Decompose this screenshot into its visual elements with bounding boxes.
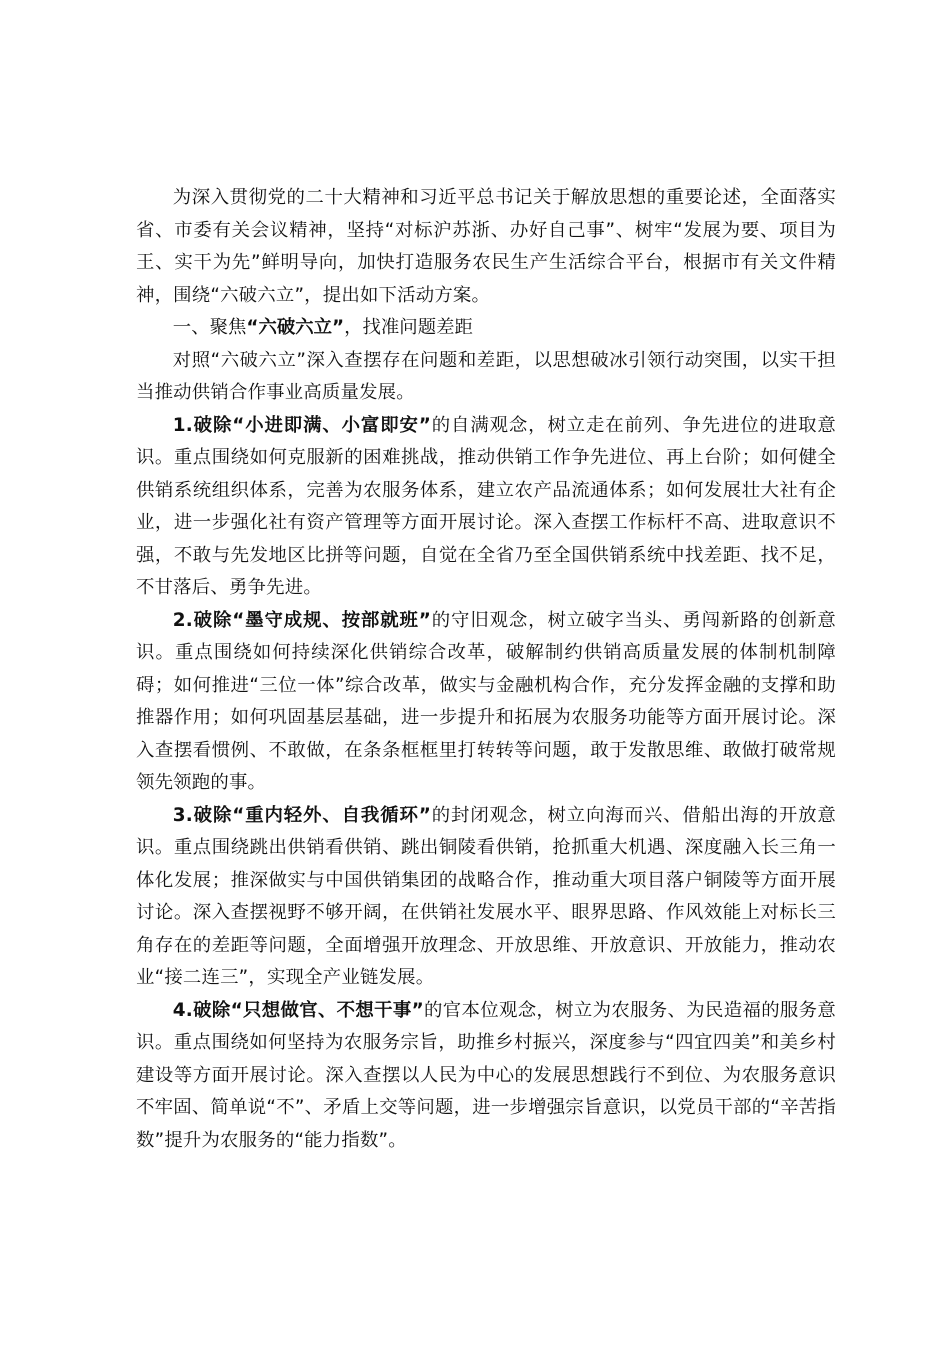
section-heading-keyword: “六破六立”: [246, 317, 345, 338]
item-title: 破除“只想做官、不想干事”: [192, 999, 424, 1021]
item-paragraph-3: [136, 800, 836, 995]
item-number: 3.: [172, 804, 193, 826]
item-title: 破除“墨守成规、按部就班”: [192, 609, 432, 631]
item-title: 破除“小进即满、小富即安”: [192, 414, 432, 436]
section-heading: [136, 312, 836, 345]
item-paragraph-4: [136, 995, 836, 1158]
document-body: [136, 182, 836, 1157]
item-body: 的自满观念，树立走在前列、争先进位的进取意识。重点围绕如何克服新的困难挑战，推动供销工作争先进位、再上台阶；如何健全供销系统组织体系，完善为农服务体系，建立农产品流通体系；如何发展壮大社有企业，进一步强化社有资产管理等方面开展讨论。深入查摆工作标杆不高、进取意识不强，不敢与先发地区比拼等问题，自觉在全省乃至全国供销系统中找差距、找不足，不甘落后、勇争先进。: [136, 414, 837, 598]
item-paragraph-1: [136, 410, 836, 605]
item-title: 破除“重内轻外、自我循环”: [192, 804, 432, 826]
item-number: 2.: [172, 609, 193, 631]
item-body: 的守旧观念，树立破字当头、勇闯新路的创新意识。重点围绕如何持续深化供销综合改革，破解制约供销高质量发展的体制机制障碍；如何推进“三位一体”综合改革，做实与金融机构合作，充分发挥金融的支撑和助推器作用；如何巩固基层基础，进一步提升和拓展为农服务功能等方面开展讨论。深入查摆看惯例、不敢做，在条条框框里打转转等问题，敢于发散思维、敢做打破常规领先领跑的事。: [136, 609, 837, 793]
intro-paragraph: 为深入贯彻党的二十大精神和习近平总书记关于解放思想的重要论述，全面落实省、市委有关会议精神，坚持“对标沪苏浙、办好自己事”、树牢“发展为要、项目为王、实干为先”鲜明导向，加快打造服务农民生产生活综合平台，根据市有关文件精神，围绕“六破六立”，提出如下活动方案。: [136, 187, 836, 306]
item-number: 4.: [172, 999, 193, 1021]
section-heading-suffix: ，找准问题差距: [344, 317, 473, 338]
item-body: 的官本位观念，树立为农服务、为民造福的服务意识。重点围绕如何坚持为农服务宗旨，助推乡村振兴，深度参与“四宜四美”和美乡村建设等方面开展讨论。深入查摆以人民为中心的发展思想践行不到位、为农服务意识不牢固、简单说“不”、矛盾上交等问题，进一步增强宗旨意识，以党员干部的“辛苦指数”提升为农服务的“能力指数”。: [136, 999, 836, 1151]
item-paragraph-2: [136, 605, 836, 800]
section-heading-prefix: 一、聚焦: [172, 317, 247, 338]
section-lead-paragraph: 对照“六破六立”深入查摆存在问题和差距，以思想破冰引领行动突围，以实干担当推动供销合作事业高质量发展。: [136, 349, 836, 403]
item-number: 1.: [172, 414, 193, 436]
item-body: 的封闭观念，树立向海而兴、借船出海的开放意识。重点围绕跳出供销看供销、跳出铜陵看供销，抢抓重大机遇、深度融入长三角一体化发展；推深做实与中国供销集团的战略合作，推动重大项目落户铜陵等方面开展讨论。深入查摆视野不够开阔，在供销社发展水平、眼界思路、作风效能上对标长三角存在的差距等问题，全面增强开放理念、开放思维、开放意识、开放能力，推动农业“接二连三”，实现全产业链发展。: [136, 804, 837, 988]
